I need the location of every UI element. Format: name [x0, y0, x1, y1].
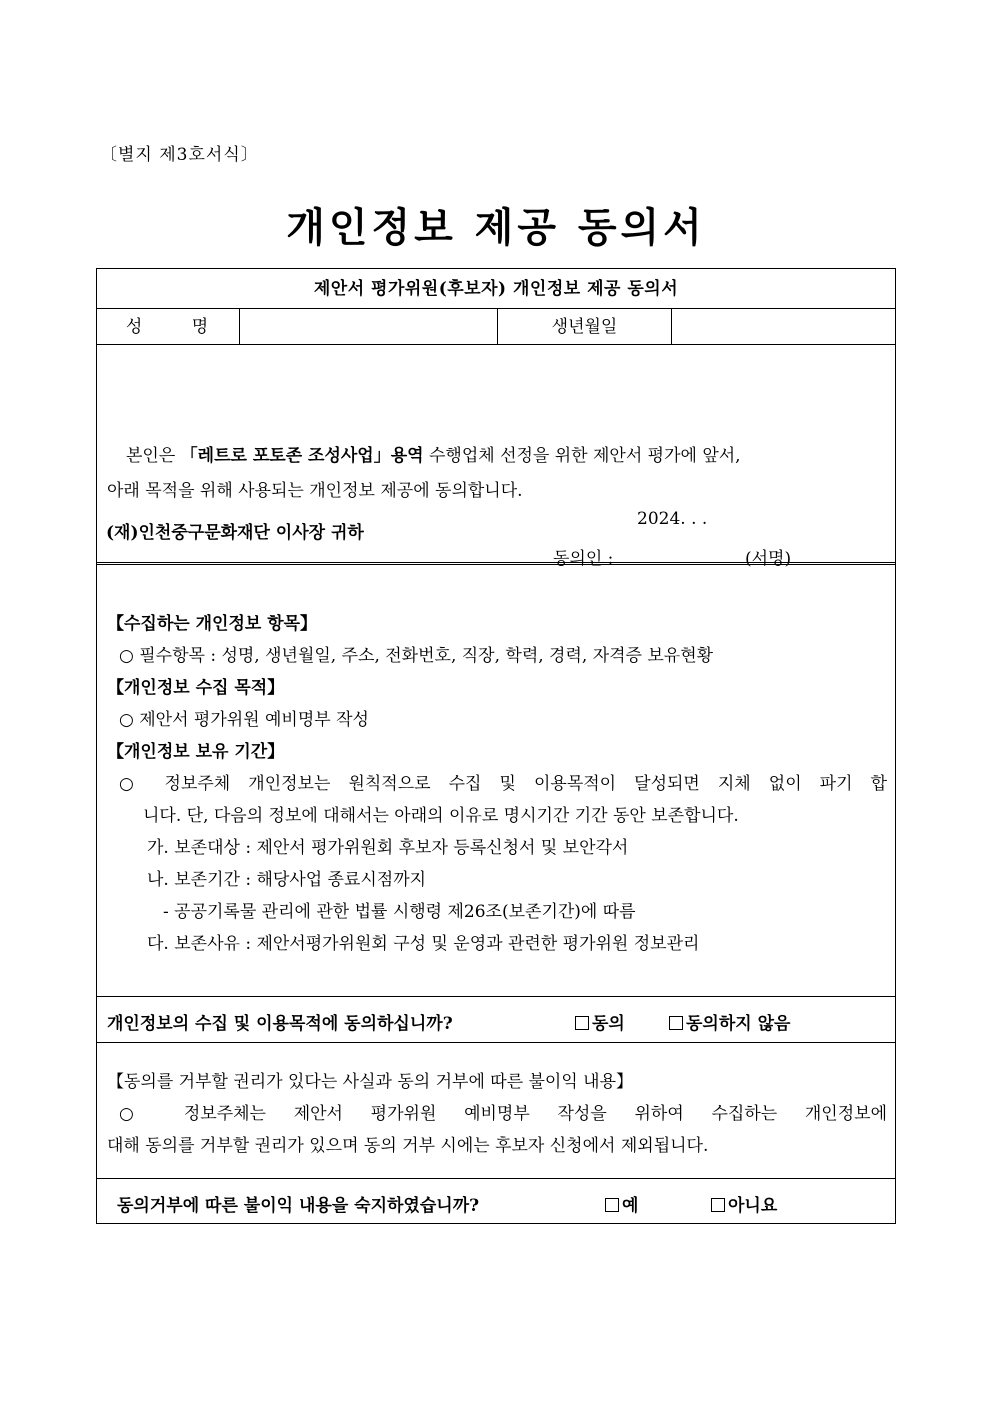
acknowledge-question: 동의거부에 따른 불이익 내용을 숙지하였습니까? [117, 1196, 480, 1216]
consent-date: 2024. . . [637, 509, 708, 529]
yes-option[interactable] [605, 1191, 638, 1216]
retain-period-note: - 공공기록물 관리에 관한 법률 시행령 제26조(보존기간)에 따름 [163, 902, 636, 922]
name-label: 성 명 [97, 309, 240, 344]
disagree-label: 동의하지 않음 [686, 1014, 791, 1034]
items-text: ○ 필수항목 : 성명, 생년월일, 주소, 전화번호, 직장, 학력, 경력, 자격증 보유현황 [119, 646, 714, 666]
signer-label: 동의인 : [553, 549, 614, 569]
consent-prefix: 본인은 [126, 446, 181, 466]
yes-checkbox[interactable] [605, 1198, 619, 1212]
refusal-heading: 【동의를 거부할 권리가 있다는 사실과 동의 거부에 따른 불이익 내용】 [107, 1072, 634, 1092]
yes-label: 예 [622, 1196, 639, 1216]
disagree-option[interactable] [669, 1009, 790, 1034]
project-name: 「레트로 포토존 조성사업」용역 [180, 446, 424, 466]
name-field[interactable] [240, 309, 498, 344]
consent-suffix: 수행업체 선정을 위한 제안서 평가에 앞서, [423, 446, 741, 466]
birth-label: 생년월일 [498, 309, 672, 344]
consent-question: 개인정보의 수집 및 이용목적에 동의하십니까? [107, 1014, 453, 1034]
disagree-checkbox[interactable] [669, 1016, 683, 1030]
birth-field[interactable] [672, 309, 895, 344]
refusal-rights-section [96, 1042, 896, 1178]
purpose-text: ○ 제안서 평가위원 예비명부 작성 [119, 710, 369, 730]
period-heading: 【개인정보 보유 기간】 [107, 742, 285, 762]
recipient-line: (재)인천중구문화재단 이사장 귀하 [106, 523, 364, 543]
agree-label: 동의 [592, 1014, 625, 1034]
items-heading: 【수집하는 개인정보 항목】 [107, 614, 318, 634]
agree-option[interactable] [575, 1009, 625, 1034]
period-line-2: 니다. 단, 다음의 정보에 대해서는 아래의 이유로 명시기간 기간 동안 보존합니다. [143, 806, 739, 826]
period-line-1: ○ 정보주체 개인정보는 원칙적으로 수집 및 이용목적이 달성되면 지체 없이 파기 합 [119, 774, 887, 794]
consent-line-2: 아래 목적을 위해 사용되는 개인정보 제공에 동의합니다. [107, 481, 523, 501]
no-label: 아니요 [728, 1196, 778, 1216]
no-option[interactable] [711, 1191, 777, 1216]
acknowledge-row [96, 1178, 896, 1224]
retain-period: 나. 보존기간 : 해당사업 종료시점까지 [147, 870, 427, 890]
refusal-line-2: 대해 동의를 거부할 권리가 있으며 동의 거부 시에는 후보자 신청에서 제외됩니다. [107, 1136, 709, 1156]
agree-checkbox[interactable] [575, 1016, 589, 1030]
no-checkbox[interactable] [711, 1198, 725, 1212]
refusal-line-1: ○ 정보주체는 제안서 평가위원 예비명부 작성을 위하여 수집하는 개인정보에 [119, 1104, 887, 1124]
name-birth-row [97, 309, 895, 345]
consent-line-1 [109, 441, 885, 466]
consent-question-row [96, 996, 896, 1042]
purpose-heading: 【개인정보 수집 목적】 [107, 678, 285, 698]
retain-target: 가. 보존대상 : 제안서 평가위원회 후보자 등록신청서 및 보안각서 [147, 838, 629, 858]
retain-reason: 다. 보존사유 : 제안서평가위원회 구성 및 운영과 관련한 평가위원 정보관리 [147, 934, 700, 954]
privacy-info-section [96, 562, 896, 996]
form-number: 〔별지 제3호서식〕 [100, 145, 259, 165]
document-title: 개인정보 제공 동의서 [286, 205, 706, 251]
table-header: 제안서 평가위원(후보자) 개인정보 제공 동의서 [97, 269, 895, 309]
signature-field[interactable]: (서명) [745, 549, 792, 569]
